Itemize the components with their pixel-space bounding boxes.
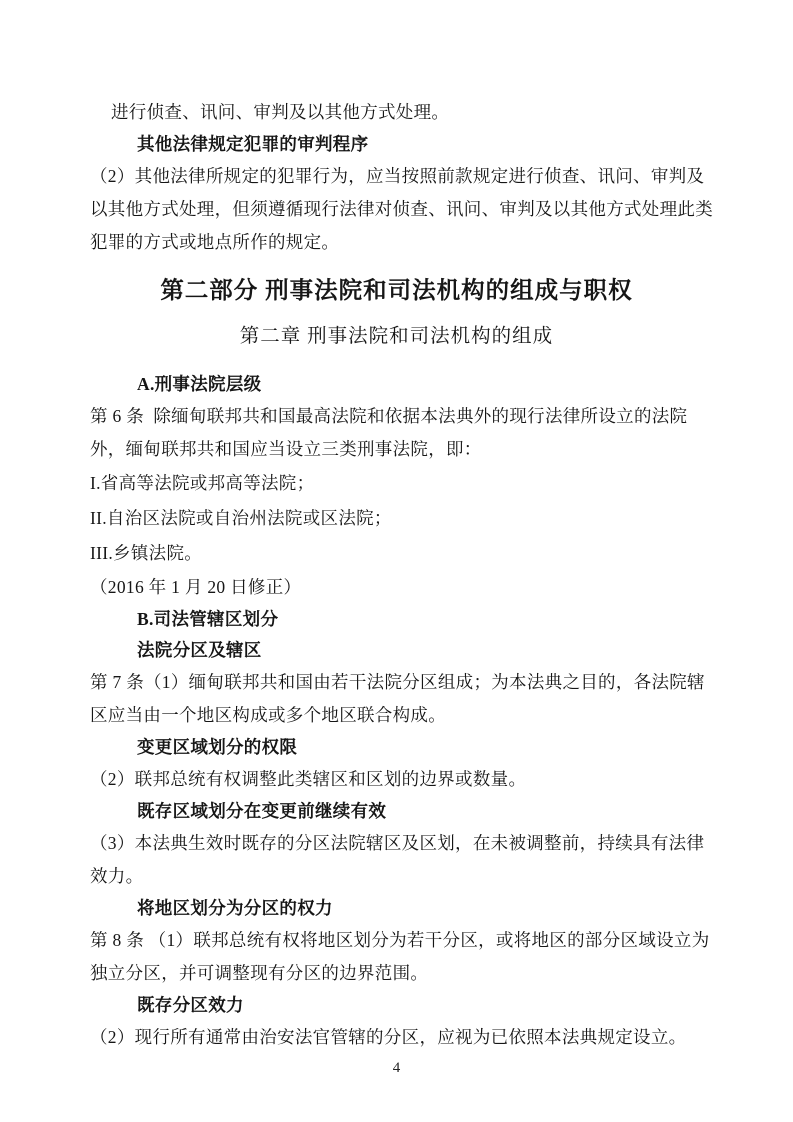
subheading-line: 既存区域划分在变更前继续有效 (137, 801, 387, 821)
section-subheading (90, 635, 703, 666)
subheading-line: B.司法管辖区划分 (137, 609, 279, 629)
subheading-line: 既存分区效力 (137, 995, 244, 1015)
body-line: 第 6 条 除缅甸联邦共和国最高法院和依据本法典外的现行法律所设立的法院 (90, 406, 688, 426)
subheading-line: 变更区域划分的权限 (137, 737, 298, 757)
body-paragraph (90, 666, 703, 732)
section-subheading (90, 129, 703, 160)
body-line: 第 8 条 （1）联邦总统有权将地区划分为若干分区，或将地区的部分区域设立为 (90, 930, 710, 950)
subheading-line: 其他法律规定犯罪的审判程序 (137, 134, 369, 154)
body-line: （2）联邦总统有权调整此类辖区和区划的边界或数量。 (90, 769, 527, 789)
subheading-line: 法院分区及辖区 (137, 640, 262, 660)
body-line: 以其他方式处理，但须遵循现行法律对侦查、讯问、审判及以其他方式处理此类 (90, 199, 713, 219)
body-line: （2016 年 1 月 20 日修正） (90, 577, 302, 597)
body-paragraph (90, 1021, 703, 1054)
list-item (90, 536, 703, 571)
part-title (90, 269, 703, 313)
list-item (90, 466, 703, 501)
body-paragraph (90, 763, 703, 796)
body-paragraph (90, 400, 703, 466)
section-subheading (90, 732, 703, 763)
section-subheading (90, 796, 703, 827)
subheading-line: A.刑事法院层级 (137, 374, 262, 394)
body-line: 效力。 (90, 866, 144, 886)
list-item-line: II.自治区法院或自治州法院或区法院； (90, 508, 392, 528)
section-subheading (90, 893, 703, 924)
list-item (90, 501, 703, 536)
body-line: 进行侦查、讯问、审判及以其他方式处理。 (111, 102, 450, 122)
list-item-line: III.乡镇法院。 (90, 543, 203, 563)
body-line: 区应当由一个地区构成或多个地区联合构成。 (90, 705, 446, 725)
body-line: （3）本法典生效时既存的分区法院辖区及区划，在未被调整前，持续具有法律 (90, 833, 705, 853)
body-line: （2）其他法律所规定的犯罪行为，应当按照前款规定进行侦查、讯问、审判及 (90, 166, 705, 186)
body-paragraph (90, 571, 703, 604)
body-line: （2）现行所有通常由治安法官管辖的分区，应视为已依照本法典规定设立。 (90, 1027, 687, 1047)
list-item-line: I.省高等法院或邦高等法院； (90, 473, 315, 493)
section-subheading (90, 990, 703, 1021)
document-content (90, 96, 713, 1054)
body-paragraph (90, 827, 703, 893)
body-line: 第 7 条（1）缅甸联邦共和国由若干法院分区组成；为本法典之目的，各法院辖 (90, 672, 705, 692)
body-line: 犯罪的方式或地点所作的规定。 (90, 232, 340, 252)
chapter-title-line: 第二章 刑事法院和司法机构的组成 (239, 326, 554, 347)
body-paragraph (90, 160, 713, 259)
subheading-line: 将地区划分为分区的权力 (137, 898, 333, 918)
part-title-line: 第二部分 刑事法院和司法机构的组成与职权 (160, 278, 633, 304)
page-footer (0, 1058, 793, 1078)
page-number: 4 (392, 1060, 401, 1076)
section-subheading (90, 604, 703, 635)
section-subheading (90, 369, 703, 400)
body-paragraph (90, 924, 710, 990)
body-line: 外，缅甸联邦共和国应当设立三类刑事法院，即： (90, 439, 482, 459)
body-line: 独立分区，并可调整现有分区的边界范围。 (90, 963, 429, 983)
paragraph-continuation (90, 96, 703, 129)
chapter-title (90, 317, 703, 357)
